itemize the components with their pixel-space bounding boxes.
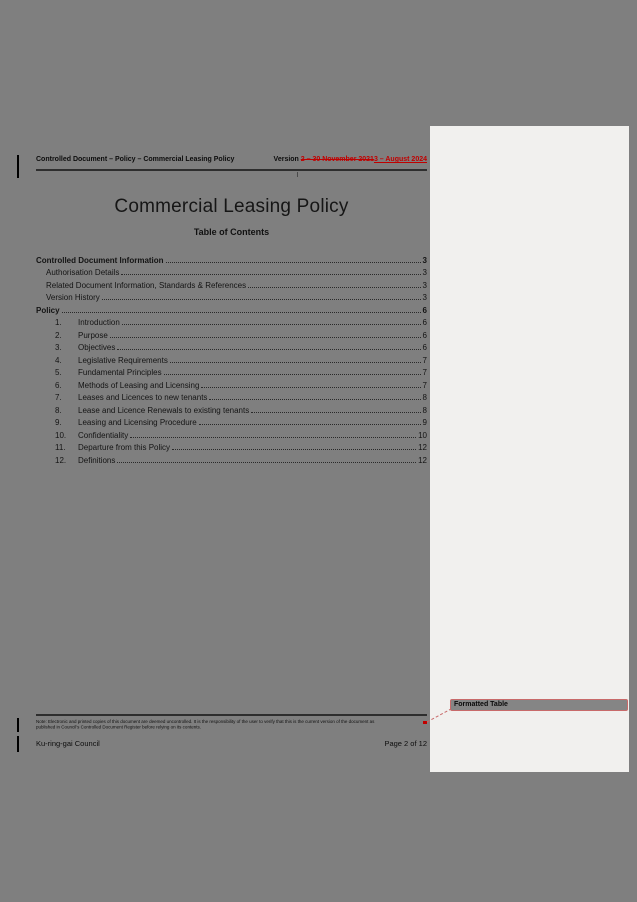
header-version: [257, 156, 427, 164]
toc-entry-page: 7: [422, 368, 427, 377]
toc-entry-number: 5.: [55, 368, 62, 377]
toc-entry[interactable]: [36, 265, 427, 278]
toc-entry[interactable]: [36, 340, 427, 353]
dot-leader: [62, 312, 421, 313]
page-title: Commercial Leasing Policy: [114, 196, 349, 217]
toc-entry-page: 6: [422, 330, 427, 340]
toc-entry-number: 9.: [55, 418, 62, 427]
toc-entry[interactable]: [36, 427, 427, 440]
toc-entry-label: Authorisation Details: [46, 268, 120, 277]
dot-leader: [164, 374, 421, 375]
toc-entry[interactable]: [36, 252, 427, 265]
toc-entry-page: 10: [418, 430, 427, 440]
toc-entry-label: Leases and Licences to new tenants: [78, 393, 208, 402]
toc-entry-label: Departure from this Policy: [78, 443, 171, 452]
toc-entry-page: 7: [422, 355, 427, 365]
tracked-change-bar: [17, 718, 19, 732]
dot-leader: [209, 399, 420, 400]
toc-entry-label: Controlled Document Information: [36, 255, 164, 265]
toc-entry-label: Legislative Requirements: [78, 355, 168, 365]
dot-leader: [130, 437, 416, 438]
dot-leader: [121, 274, 420, 275]
toc-entry[interactable]: [36, 377, 427, 390]
toc-entry-label: Definitions: [78, 455, 116, 465]
dot-leader: [166, 262, 421, 263]
toc-entry-label: Related Document Information, Standards & References: [46, 280, 247, 290]
toc-entry-page: 12: [418, 455, 427, 465]
toc-entry[interactable]: [36, 452, 427, 465]
toc-entry-number: 4.: [55, 355, 62, 365]
toc-entry[interactable]: [36, 302, 427, 315]
toc-entry-label: Objectives: [78, 343, 116, 352]
toc-entry[interactable]: [36, 277, 427, 290]
table-of-contents: [36, 252, 427, 465]
toc-entry[interactable]: [36, 315, 427, 328]
dot-leader: [110, 337, 421, 338]
toc-entry-page: 12: [418, 443, 427, 452]
tracked-change-bar: [17, 155, 19, 178]
toc-entry-label: Methods of Leasing and Licensing: [78, 380, 200, 390]
toc-entry-number: 7.: [55, 393, 62, 402]
tracked-change-bar: [17, 736, 19, 752]
toc-entry-page: 3: [422, 293, 427, 302]
toc-entry-number: 10.: [55, 430, 67, 440]
toc-entry-page: 6: [422, 343, 427, 352]
dot-leader: [117, 462, 416, 463]
toc-entry-page: 6: [422, 318, 427, 327]
toc-entry[interactable]: [36, 415, 427, 428]
footer-rule: [36, 714, 427, 716]
toc-entry-page: 7: [422, 380, 427, 390]
toc-entry[interactable]: [36, 402, 427, 415]
toc-entry-label: Confidentiality: [78, 430, 129, 440]
toc-entry-number: 8.: [55, 405, 62, 415]
header-document-name: Controlled Document – Policy – Commercial Leasing Policy: [36, 156, 235, 163]
toc-entry-number: 2.: [55, 330, 62, 340]
toc-entry-label: Lease and Licence Renewals to existing tenants: [78, 405, 250, 415]
dot-leader: [201, 387, 420, 388]
footer-disclaimer-line2: published in Council's Controlled Document Register before relying on its contents.: [36, 724, 201, 730]
toc-entry-page: 9: [422, 418, 427, 427]
toc-entry-label: Fundamental Principles: [78, 368, 162, 377]
toc-entry-number: 11.: [55, 443, 66, 452]
toc-entry-page: 3: [422, 255, 427, 265]
toc-entry-label: Purpose: [78, 330, 108, 340]
toc-entry-label: Policy: [36, 305, 60, 315]
footer-disclaimer: [36, 719, 428, 730]
toc-entry[interactable]: [36, 290, 427, 303]
toc-entry-page: 3: [422, 280, 427, 290]
footer-page-number: Page 2 of 12: [384, 739, 427, 748]
toc-entry-label: Introduction: [78, 318, 120, 327]
toc-entry[interactable]: [36, 440, 427, 453]
toc-entry-number: 3.: [55, 343, 62, 352]
header-table-divider: [297, 172, 298, 177]
toc-entry-label: Leasing and Licensing Procedure: [78, 418, 197, 427]
revision-anchor-mark: [423, 721, 427, 724]
page-footer: [36, 739, 427, 748]
balloon-label: Formatted Table: [454, 701, 508, 708]
toc-entry-label: Version History: [46, 293, 100, 302]
toc-entry-number: 6.: [55, 380, 62, 390]
version-label: Version: [273, 156, 301, 163]
version-deleted-text: 2 – 30 November 2021: [300, 156, 374, 163]
toc-entry[interactable]: [36, 352, 427, 365]
revision-markup-panel: [430, 126, 629, 772]
toc-entry-page: 6: [422, 305, 427, 315]
toc-entry[interactable]: [36, 390, 427, 403]
toc-heading: Table of Contents: [193, 227, 270, 237]
toc-entry[interactable]: [36, 327, 427, 340]
toc-entry-page: 8: [422, 393, 427, 402]
toc-entry-page: 3: [422, 268, 427, 277]
toc-entry-number: 12.: [55, 455, 67, 465]
toc-entry-page: 8: [422, 405, 427, 415]
dot-leader: [248, 287, 420, 288]
dot-leader: [122, 324, 421, 325]
dot-leader: [170, 362, 421, 363]
formatted-table-balloon[interactable]: [450, 699, 628, 711]
dot-leader: [102, 299, 421, 300]
footer-disclaimer-line1: Note: Electronic and printed copies of this document are deemed uncontrolled. It is the responsibility of the user to verify that this is the current version of the document as: [36, 719, 375, 724]
dot-leader: [172, 449, 416, 450]
dot-leader: [117, 349, 420, 350]
page-header: [36, 156, 427, 171]
dot-leader: [199, 424, 421, 425]
toc-entry[interactable]: [36, 365, 427, 378]
toc-entry-number: 1.: [55, 318, 62, 327]
dot-leader: [251, 412, 420, 413]
footer-council-name: Ku-ring-gai Council: [36, 739, 100, 748]
version-inserted-text: 3 – August 2024: [373, 156, 427, 163]
